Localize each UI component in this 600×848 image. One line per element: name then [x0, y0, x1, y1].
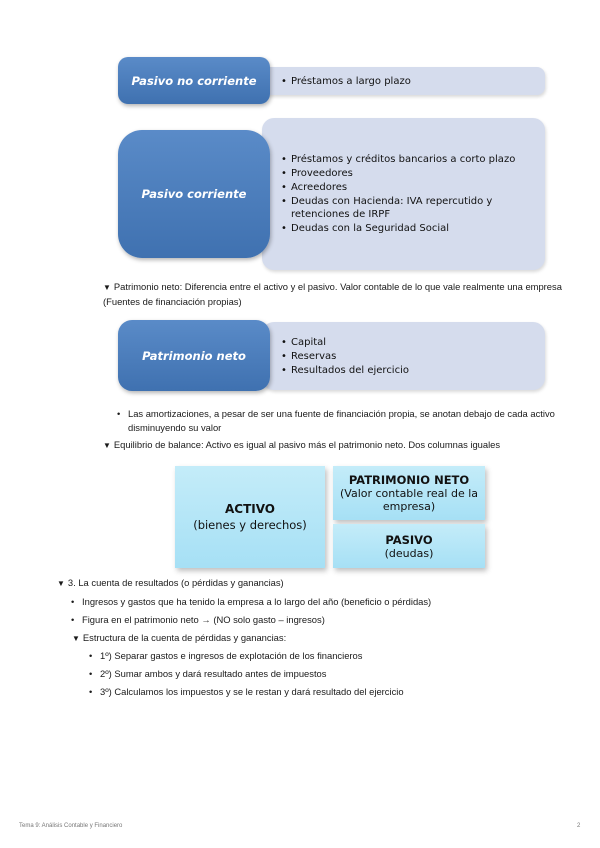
cuenta-sub-1-text: 1º) Separar gastos e ingresos de explotación de los financieros	[100, 650, 363, 661]
equilibrio-line: Equilibrio de balance: Activo es igual al pasivo más el patrimonio neto. Dos columnas iguales	[113, 439, 501, 450]
activo-box	[175, 466, 325, 568]
pasivo-subtitle: (deudas)	[384, 546, 434, 560]
amortizaciones-bullet	[128, 407, 558, 435]
toggle-triangle-icon[interactable]: ▼	[103, 283, 111, 292]
pasivo-title: PASIVO	[385, 532, 433, 547]
patrimonio-neto-list	[281, 336, 526, 377]
pasivo-no-corriente-list	[281, 75, 531, 88]
cuenta-bullet-3	[72, 631, 542, 646]
list-item: • Reservas	[281, 350, 526, 363]
list-item: • Préstamos a largo plazo	[281, 75, 531, 88]
patrimonio-line2: (Fuentes de financiación propias)	[103, 296, 242, 307]
cuenta-heading-text: 3. La cuenta de resultados (o pérdidas y ganancias)	[67, 577, 284, 588]
list-item: • Préstamos y créditos bancarios a corto plazo	[281, 153, 526, 166]
patrimonio-neto-subtitle-1: (Valor contable real de la	[340, 487, 478, 500]
cuenta-sub-3	[100, 685, 560, 699]
cuenta-heading	[57, 576, 537, 591]
cuenta-sub-1	[100, 649, 560, 663]
patrimonio-text	[103, 280, 563, 309]
pasivo-corriente-list	[281, 153, 526, 235]
list-item: • Proveedores	[281, 167, 526, 180]
cuenta-bullet-1	[82, 595, 552, 609]
list-item: • Deudas con la Seguridad Social	[281, 222, 526, 235]
cuenta-sub-2	[100, 667, 560, 681]
toggle-triangle-icon[interactable]: ▼	[103, 441, 111, 450]
cuenta-bullet-2	[82, 613, 552, 627]
patrimonio-line1: Patrimonio neto: Diferencia entre el activo y el pasivo. Valor contable de lo que vale realmente una empresa	[113, 281, 562, 292]
list-item: • Acreedores	[281, 181, 526, 194]
list-item: • Deudas con Hacienda: IVA repercutido y retenciones de IRPF	[281, 195, 526, 221]
patrimonio-neto-label: Patrimonio neto	[118, 320, 270, 391]
amortizaciones-line2: disminuyendo su valor	[128, 422, 222, 433]
cuenta-sub-3-text: 3º) Calculamos los impuestos y se le restan y dará resultado del ejercicio	[100, 686, 404, 697]
patrimonio-neto-subtitle-2: empresa)	[382, 500, 436, 513]
cuenta-bullet-1-text: Ingresos y gastos que ha tenido la empresa a lo largo del año (beneficio o pérdidas)	[82, 596, 432, 607]
cuenta-sub-2-text: 2º) Sumar ambos y dará resultado antes de impuestos	[100, 668, 327, 679]
amortizaciones-line1: Las amortizaciones, a pesar de ser una fuente de financiación propia, se anotan debajo de cada activo	[128, 408, 555, 419]
toggle-triangle-icon[interactable]: ▼	[72, 634, 80, 643]
activo-subtitle: (bienes y derechos)	[193, 518, 307, 532]
cuenta-bullet-3-text: Estructura de la cuenta de pérdidas y ganancias:	[82, 632, 287, 643]
cuenta-bullet-2-text: Figura en el patrimonio neto → (NO solo gasto – ingresos)	[82, 614, 325, 625]
activo-title: ACTIVO	[224, 502, 276, 516]
pasivo-no-corriente-label: Pasivo no corriente	[118, 57, 270, 104]
pasivo-box	[333, 524, 485, 568]
list-item: • Resultados del ejercicio	[281, 364, 526, 377]
list-item: • Capital	[281, 336, 526, 349]
footer-page-number: 2	[577, 823, 581, 829]
equilibrio-text	[103, 438, 563, 453]
patrimonio-neto-title: PATRIMONIO NETO	[348, 473, 470, 487]
toggle-triangle-icon[interactable]: ▼	[57, 579, 65, 588]
footer-left: Tema 9: Análisis Contable y Financiero	[19, 823, 123, 829]
pasivo-corriente-label: Pasivo corriente	[118, 130, 270, 258]
patrimonio-neto-box	[333, 466, 485, 520]
